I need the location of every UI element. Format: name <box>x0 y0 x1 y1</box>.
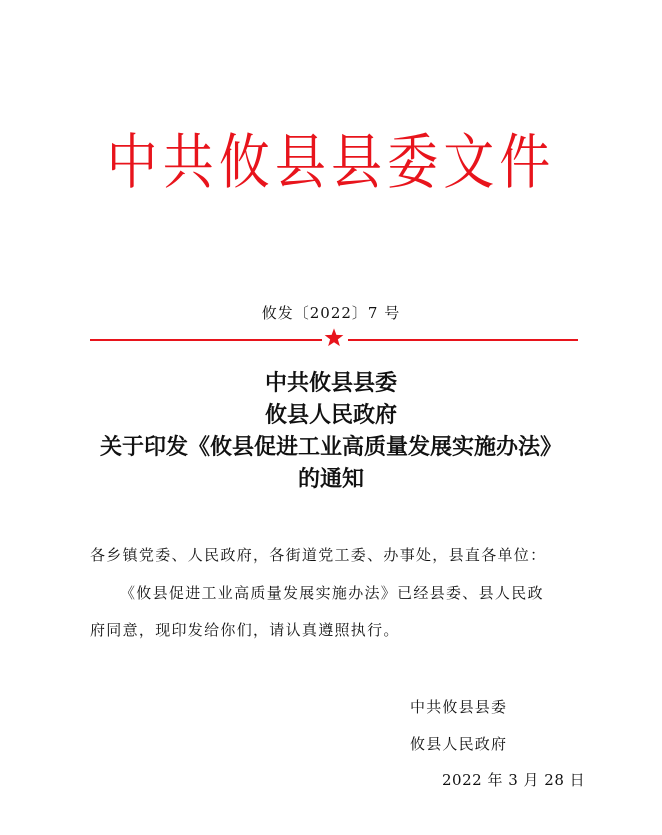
signature-date: 2022 年 3 月 28 日 <box>442 771 586 789</box>
masthead-title: 中共攸县县委文件 <box>106 128 556 198</box>
title-line-1: 中共攸县县委 <box>264 370 397 396</box>
signature-org-1: 中共攸县县委 <box>410 698 508 716</box>
body-paragraph-line-2: 府同意，现印发给你们，请认真遵照执行。 <box>90 621 400 639</box>
red-divider-left <box>90 339 322 341</box>
red-divider-right <box>348 339 578 341</box>
red-star-shape <box>325 328 344 346</box>
notice-title <box>0 367 662 495</box>
document-number: 攸发〔2022〕7 号 <box>261 304 401 322</box>
signature-org-2: 攸县人民政府 <box>410 735 508 753</box>
red-star-icon <box>323 327 345 349</box>
body-paragraph-line-1: 《攸县促进工业高质量发展实施办法》已经县委、县人民政 <box>120 584 544 602</box>
title-line-2: 攸县人民政府 <box>264 402 397 428</box>
salutation: 各乡镇党委、人民政府，各街道党工委、办事处，县直各单位： <box>90 546 547 564</box>
title-line-3: 关于印发《攸县促进工业高质量发展实施办法》 <box>99 434 562 460</box>
title-line-4: 的通知 <box>297 466 364 492</box>
